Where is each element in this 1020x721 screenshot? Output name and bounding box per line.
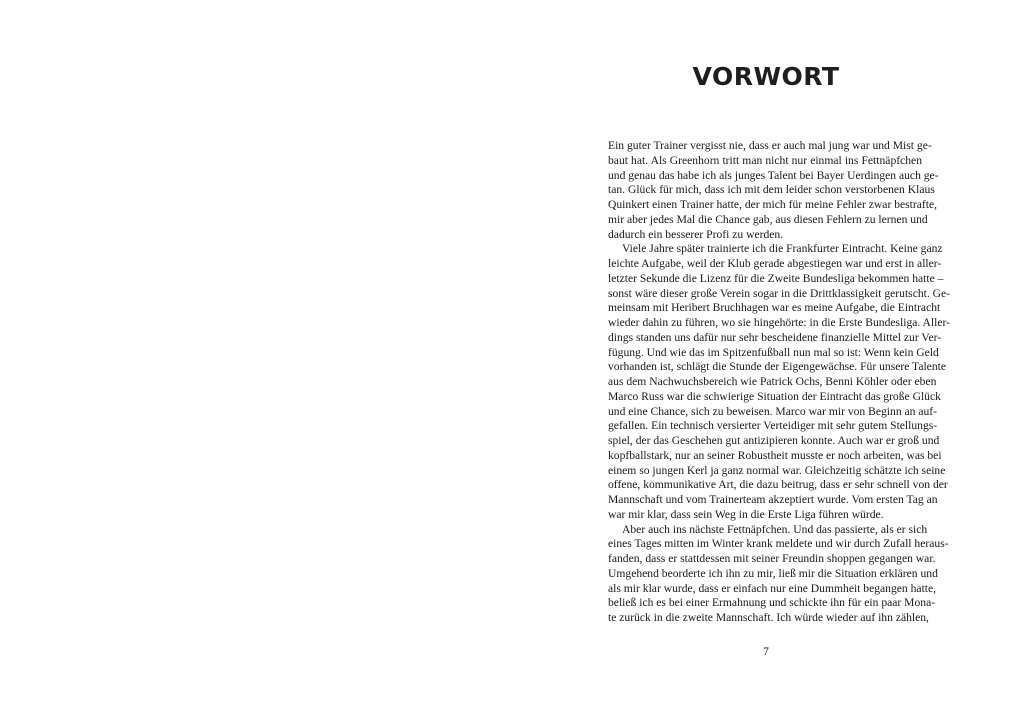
text-line: Mannschaft und vom Trainerteam akzeptiert wurde. Vom ersten Tag an	[608, 493, 938, 506]
text-line: Ein guter Trainer vergisst nie, dass er auch mal jung war und Mist ge-	[608, 139, 932, 152]
text-line: kopfballstark, nur an seiner Robustheit musste er noch arbeiten, was bei	[608, 448, 942, 462]
text-line: einem so jungen Kerl ja ganz normal war. Gleichzeitig schätzte ich seine	[608, 463, 946, 477]
text-line: baut hat. Als Greenhorn tritt man nicht nur einmal ins Fettnäpfchen	[608, 153, 922, 167]
text-line: beließ ich es bei einer Ermahnung und schickte ihn für ein paar Mona-	[608, 596, 936, 610]
text-line: war mir klar, dass sein Weg in die Erste Liga führen würde.	[608, 507, 884, 521]
text-line: gefallen. Ein technisch versierter Verteidiger mit sehr gutem Stellungs-	[608, 419, 938, 433]
chapter-title: VORWORT	[692, 62, 840, 91]
text-line: leichte Aufgabe, weil der Klub gerade abgestiegen war und erst in aller-	[608, 257, 942, 270]
right-page	[510, 0, 1020, 721]
text-line: wieder dahin zu führen, wo sie hingehörte: in die Erste Bundesliga. Aller-	[608, 316, 951, 329]
text-line: Quinkert einen Trainer hatte, der mich für meine Fehler zwar bestrafte,	[608, 198, 938, 211]
text-line: dings standen uns dafür nur sehr bescheidene finanzielle Mittel zur Ver-	[608, 330, 942, 344]
text-line: und eine Chance, sich zu beweisen. Marco war mir von Beginn an auf-	[608, 404, 938, 418]
text-line: letzter Sekunde die Lizenz für die Zweite Bundesliga bekommen hatte –	[608, 271, 944, 285]
text-line: Umgehend beorderte ich ihn zu mir, ließ mir die Situation erklären und	[608, 566, 938, 580]
paragraph	[608, 522, 949, 626]
text-line: eines Tages mitten im Winter krank meldete und wir durch Zufall heraus-	[608, 537, 949, 551]
paragraph	[608, 242, 951, 522]
text-line: vorhanden ist, schlägt die Stunde der Eigengewächse. Für unsere Talente	[608, 360, 946, 374]
text-line: aus dem Nachwuchsbereich wie Patrick Ochs, Benni Köhler oder eben	[608, 375, 937, 388]
text-line: spiel, der das Geschehen gut antizipieren konnte. Auch war er groß und	[608, 434, 940, 447]
text-line: dadurch ein besserer Profi zu werden.	[608, 227, 784, 241]
body-text	[608, 139, 951, 626]
text-line: sonst wäre dieser große Verein sogar in die Drittklassigkeit gerutscht. Ge-	[608, 286, 951, 300]
text-line: als mir klar wurde, dass er einfach nur eine Dummheit begangen hatte,	[608, 581, 937, 595]
text-line: mir aber jedes Mal die Chance gab, aus diesen Fehlern zu lernen und	[608, 212, 928, 226]
text-line: und genau das habe ich als junges Talent bei Bayer Uerdingen auch ge-	[608, 168, 939, 182]
text-line: tan. Glück für mich, dass ich mit dem leider schon verstorbenen Klaus	[608, 183, 935, 197]
text-line: fanden, dass er stattdessen mit seiner Freundin shoppen gegangen war.	[608, 552, 936, 565]
paragraph	[608, 139, 939, 242]
text-line: Aber auch ins nächste Fettnäpfchen. Und das passierte, als er sich	[622, 522, 928, 536]
text-line: te zurück in die zweite Mannschaft. Ich würde wieder auf ihn zählen,	[608, 611, 929, 624]
text-line: meinsam mit Heribert Bruchhagen war es meine Aufgabe, die Eintracht	[608, 301, 941, 315]
text-line: fügung. Und wie das im Spitzenfußball nun mal so ist: Wenn kein Geld	[608, 345, 939, 359]
text-line: offene, kommunikative Art, die dazu beitrug, dass er sehr schnell von der	[608, 478, 948, 492]
text-line: Marco Russ war die schwierige Situation der Eintracht das große Glück	[608, 389, 941, 403]
text-line: Viele Jahre später trainierte ich die Frankfurter Eintracht. Keine ganz	[622, 242, 943, 256]
page-number: 7	[763, 646, 769, 658]
